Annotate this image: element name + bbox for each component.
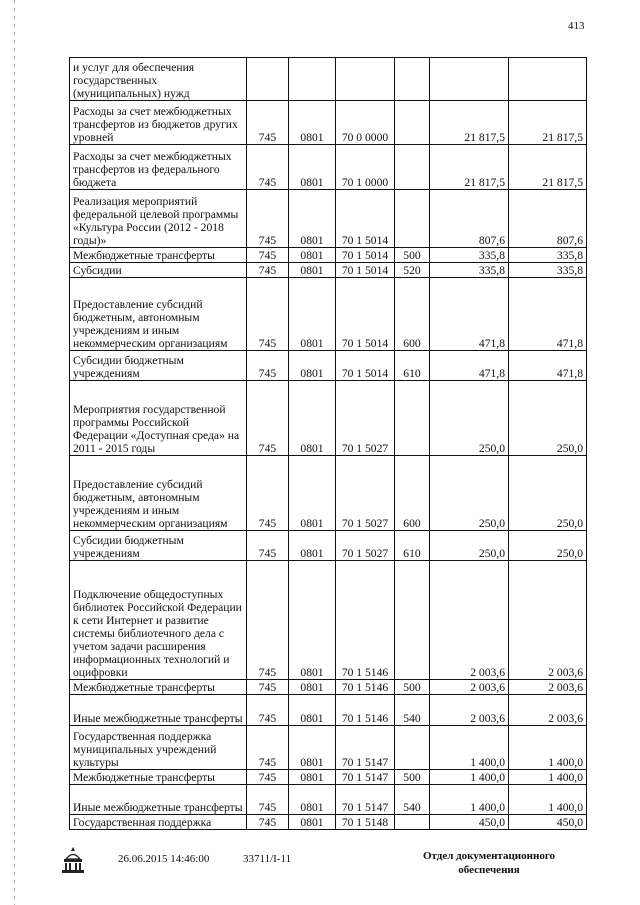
table-row bbox=[70, 101, 587, 145]
table-row bbox=[70, 531, 587, 561]
binding-margin-line bbox=[14, 0, 15, 905]
row-expense-type: 500 bbox=[395, 770, 430, 785]
row-name: Иные межбюджетные трансферты bbox=[70, 695, 247, 726]
row-ved-code: 745 bbox=[247, 815, 289, 830]
duma-emblem-icon bbox=[58, 845, 88, 875]
row-section-code: 0801 bbox=[289, 456, 336, 531]
row-expense-type bbox=[395, 381, 430, 456]
row-name: Мероприятия государственной программы Российской Федерации «Доступная среда» на 2011 - 2015 годы bbox=[70, 381, 247, 456]
row-section-code: 0801 bbox=[289, 770, 336, 785]
row-ved-code: 745 bbox=[247, 101, 289, 145]
row-target-article: 70 1 5014 bbox=[336, 190, 395, 248]
footer-document-code: 33711/I-11 bbox=[243, 853, 292, 865]
table-row bbox=[70, 726, 587, 770]
row-target-article bbox=[336, 58, 395, 101]
row-ved-code: 745 bbox=[247, 770, 289, 785]
table-row bbox=[70, 381, 587, 456]
row-sum-1: 1 400,0 bbox=[430, 726, 509, 770]
table-row bbox=[70, 770, 587, 785]
row-target-article: 70 1 5027 bbox=[336, 456, 395, 531]
row-expense-type: 610 bbox=[395, 351, 430, 381]
table-row bbox=[70, 58, 587, 101]
budget-table bbox=[69, 57, 587, 830]
row-sum-2: 250,0 bbox=[509, 456, 587, 531]
row-sum-2: 21 817,5 bbox=[509, 145, 587, 190]
row-ved-code: 745 bbox=[247, 248, 289, 263]
row-ved-code: 745 bbox=[247, 726, 289, 770]
row-target-article: 70 1 5146 bbox=[336, 561, 395, 680]
row-target-article: 70 1 5147 bbox=[336, 785, 395, 815]
row-target-article: 70 1 5027 bbox=[336, 381, 395, 456]
row-ved-code: 745 bbox=[247, 190, 289, 248]
row-sum-2: 1 400,0 bbox=[509, 785, 587, 815]
table-row bbox=[70, 190, 587, 248]
row-sum-2: 1 400,0 bbox=[509, 770, 587, 785]
row-target-article: 70 1 5014 bbox=[336, 263, 395, 278]
row-sum-1: 1 400,0 bbox=[430, 785, 509, 815]
row-sum-2: 2 003,6 bbox=[509, 695, 587, 726]
row-sum-2: 450,0 bbox=[509, 815, 587, 830]
row-sum-1: 2 003,6 bbox=[430, 680, 509, 695]
row-sum-1: 335,8 bbox=[430, 248, 509, 263]
row-name: Межбюджетные трансферты bbox=[70, 680, 247, 695]
row-ved-code: 745 bbox=[247, 351, 289, 381]
row-expense-type: 500 bbox=[395, 680, 430, 695]
row-sum-2: 471,8 bbox=[509, 278, 587, 351]
row-sum-1 bbox=[430, 58, 509, 101]
row-expense-type bbox=[395, 561, 430, 680]
table-row bbox=[70, 456, 587, 531]
row-name: Расходы за счет межбюджетных трансфертов из бюджетов других уровней bbox=[70, 101, 247, 145]
table-row bbox=[70, 695, 587, 726]
row-sum-2: 335,8 bbox=[509, 263, 587, 278]
row-target-article: 70 1 5014 bbox=[336, 278, 395, 351]
table-row bbox=[70, 145, 587, 190]
row-section-code: 0801 bbox=[289, 726, 336, 770]
row-ved-code: 745 bbox=[247, 531, 289, 561]
row-target-article: 70 1 0000 bbox=[336, 145, 395, 190]
row-sum-2: 250,0 bbox=[509, 381, 587, 456]
row-section-code: 0801 bbox=[289, 695, 336, 726]
row-ved-code: 745 bbox=[247, 785, 289, 815]
row-target-article: 70 1 5146 bbox=[336, 680, 395, 695]
row-name: Предоставление субсидий бюджетным, автономным учреждениям и иным некоммерческим организациям bbox=[70, 278, 247, 351]
table-row bbox=[70, 680, 587, 695]
page-number: 413 bbox=[568, 20, 585, 32]
row-sum-1: 450,0 bbox=[430, 815, 509, 830]
row-section-code bbox=[289, 58, 336, 101]
row-name: Субсидии бюджетным учреждениям bbox=[70, 531, 247, 561]
footer-department bbox=[410, 849, 568, 877]
row-sum-1: 335,8 bbox=[430, 263, 509, 278]
row-ved-code: 745 bbox=[247, 680, 289, 695]
row-name: Межбюджетные трансферты bbox=[70, 770, 247, 785]
row-name: Государственная поддержка муниципальных учреждений культуры bbox=[70, 726, 247, 770]
row-target-article: 70 1 5027 bbox=[336, 531, 395, 561]
row-expense-type: 600 bbox=[395, 278, 430, 351]
row-section-code: 0801 bbox=[289, 145, 336, 190]
table-row bbox=[70, 248, 587, 263]
row-sum-2 bbox=[509, 58, 587, 101]
row-sum-1: 2 003,6 bbox=[430, 561, 509, 680]
row-name: Подключение общедоступных библиотек Российской Федерации к сети Интернет и развитие системы библиотечного дела с учетом задачи расширения информационных технологий и оцифровки bbox=[70, 561, 247, 680]
row-sum-1: 2 003,6 bbox=[430, 695, 509, 726]
row-ved-code: 745 bbox=[247, 381, 289, 456]
row-sum-2: 1 400,0 bbox=[509, 726, 587, 770]
row-expense-type bbox=[395, 101, 430, 145]
row-ved-code: 745 bbox=[247, 695, 289, 726]
row-ved-code: 745 bbox=[247, 561, 289, 680]
row-sum-2: 250,0 bbox=[509, 531, 587, 561]
row-name: Реализация мероприятий федеральной целевой программы «Культура России (2012 - 2018 годы)» bbox=[70, 190, 247, 248]
row-target-article: 70 1 5148 bbox=[336, 815, 395, 830]
row-section-code: 0801 bbox=[289, 278, 336, 351]
row-sum-2: 2 003,6 bbox=[509, 561, 587, 680]
row-name: Предоставление субсидий бюджетным, автономным учреждениям и иным некоммерческим организациям bbox=[70, 456, 247, 531]
row-target-article: 70 1 5147 bbox=[336, 726, 395, 770]
row-expense-type: 540 bbox=[395, 695, 430, 726]
row-section-code: 0801 bbox=[289, 351, 336, 381]
row-ved-code: 745 bbox=[247, 263, 289, 278]
row-name: Иные межбюджетные трансферты bbox=[70, 785, 247, 815]
row-name: Расходы за счет межбюджетных трансфертов из федерального бюджета bbox=[70, 145, 247, 190]
row-section-code: 0801 bbox=[289, 263, 336, 278]
row-sum-1: 250,0 bbox=[430, 456, 509, 531]
row-expense-type bbox=[395, 190, 430, 248]
row-section-code: 0801 bbox=[289, 101, 336, 145]
row-name: Субсидии bbox=[70, 263, 247, 278]
footer-department-line2: обеспечения bbox=[458, 864, 520, 876]
table-row bbox=[70, 278, 587, 351]
table-row bbox=[70, 785, 587, 815]
row-expense-type: 500 bbox=[395, 248, 430, 263]
row-sum-2: 471,8 bbox=[509, 351, 587, 381]
footer-timestamp: 26.06.2015 14:46:00 bbox=[118, 853, 210, 865]
row-sum-2: 807,6 bbox=[509, 190, 587, 248]
row-sum-1: 471,8 bbox=[430, 351, 509, 381]
row-sum-1: 21 817,5 bbox=[430, 145, 509, 190]
row-target-article: 70 1 5146 bbox=[336, 695, 395, 726]
row-target-article: 70 0 0000 bbox=[336, 101, 395, 145]
row-expense-type bbox=[395, 726, 430, 770]
table-row bbox=[70, 815, 587, 830]
row-sum-1: 250,0 bbox=[430, 381, 509, 456]
row-expense-type bbox=[395, 815, 430, 830]
row-name: Государственная поддержка bbox=[70, 815, 247, 830]
row-expense-type bbox=[395, 145, 430, 190]
row-section-code: 0801 bbox=[289, 815, 336, 830]
row-sum-1: 1 400,0 bbox=[430, 770, 509, 785]
row-sum-2: 335,8 bbox=[509, 248, 587, 263]
row-section-code: 0801 bbox=[289, 785, 336, 815]
row-ved-code bbox=[247, 58, 289, 101]
table-row bbox=[70, 351, 587, 381]
row-sum-1: 471,8 bbox=[430, 278, 509, 351]
row-section-code: 0801 bbox=[289, 680, 336, 695]
row-sum-1: 250,0 bbox=[430, 531, 509, 561]
row-name: и услуг для обеспечения государственных (муниципальных) нужд bbox=[70, 58, 247, 101]
row-expense-type: 600 bbox=[395, 456, 430, 531]
row-target-article: 70 1 5147 bbox=[336, 770, 395, 785]
row-section-code: 0801 bbox=[289, 190, 336, 248]
row-ved-code: 745 bbox=[247, 278, 289, 351]
row-expense-type: 610 bbox=[395, 531, 430, 561]
row-section-code: 0801 bbox=[289, 381, 336, 456]
table-row bbox=[70, 263, 587, 278]
row-expense-type bbox=[395, 58, 430, 101]
row-section-code: 0801 bbox=[289, 531, 336, 561]
table-row bbox=[70, 561, 587, 680]
row-sum-1: 807,6 bbox=[430, 190, 509, 248]
row-ved-code: 745 bbox=[247, 145, 289, 190]
budget-table-body bbox=[70, 58, 587, 830]
row-expense-type: 520 bbox=[395, 263, 430, 278]
row-section-code: 0801 bbox=[289, 248, 336, 263]
row-name: Межбюджетные трансферты bbox=[70, 248, 247, 263]
row-target-article: 70 1 5014 bbox=[336, 351, 395, 381]
row-name: Субсидии бюджетным учреждениям bbox=[70, 351, 247, 381]
row-sum-1: 21 817,5 bbox=[430, 101, 509, 145]
row-section-code: 0801 bbox=[289, 561, 336, 680]
footer-department-line1: Отдел документационного bbox=[422, 850, 556, 862]
row-sum-2: 2 003,6 bbox=[509, 680, 587, 695]
row-target-article: 70 1 5014 bbox=[336, 248, 395, 263]
row-expense-type: 540 bbox=[395, 785, 430, 815]
row-ved-code: 745 bbox=[247, 456, 289, 531]
row-sum-2: 21 817,5 bbox=[509, 101, 587, 145]
